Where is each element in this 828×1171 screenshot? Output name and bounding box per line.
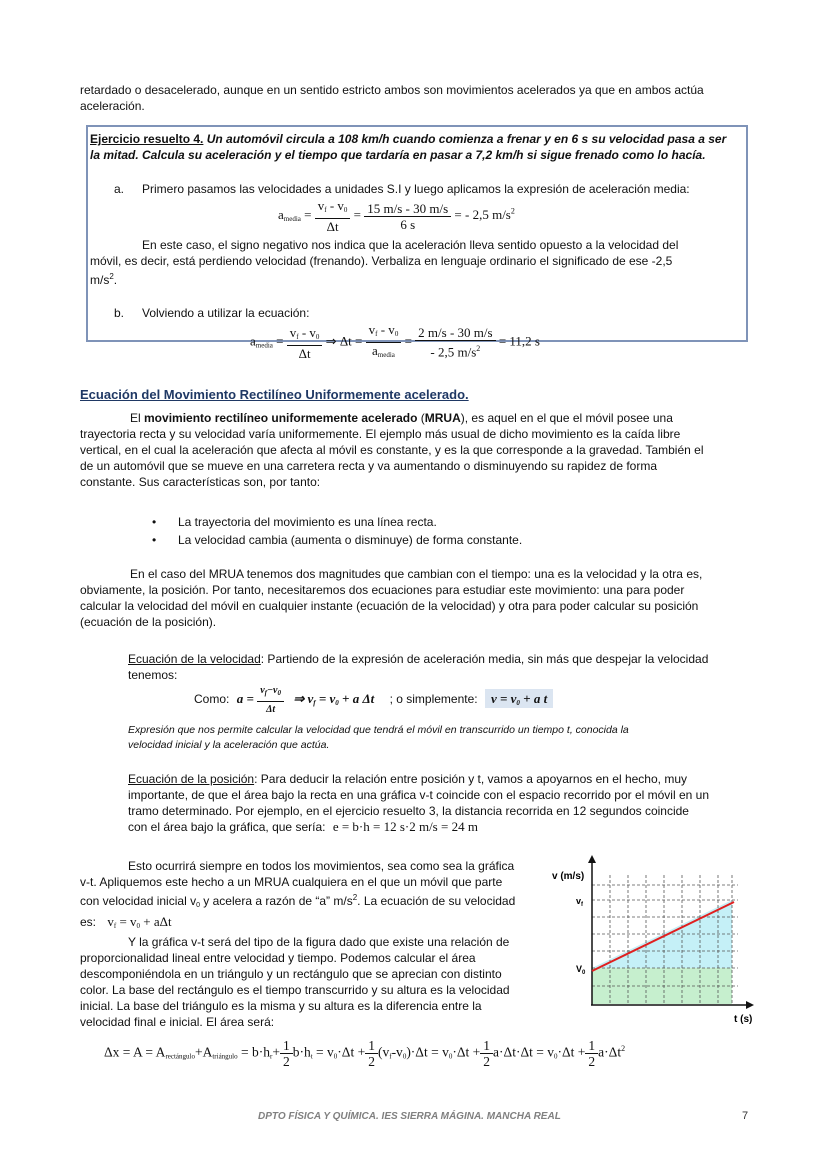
section-paragraph-1: El movimiento rectilíneo uniformemente acelerado (MRUA), es aquel en el que el móvil posee una trayectoria recta y su velocidad varía uniformemente. El ejemplo más usual de dicho movimiento es la caída libre vertical, en el cual la aceleración que afecta al móvil es constante, y es la que corresponde a la gravedad. También el de un automóvil que se mueve en una carretera recta y va aumentando o disminuyendo su rapidez de forma constante. Sus características son, por tanto: <box>80 411 704 489</box>
bullet-item-1: La trayectoria del movimiento es una línea recta. <box>178 515 437 529</box>
velocity-note: Expresión que nos permite calcular la velocidad que tendrá el móvil en transcurrido un tiempo t, conocida la velocidad inicial y la aceleración que actúa. <box>128 724 629 751</box>
step-a-explanation: En este caso, el signo negativo nos indica que la aceleración lleva sentido opuesto a la velocidad del móvil, es decir, está perdiendo velocidad (frenando). Verbaliza en lenguaje ordinario el significado de ese -2,5 $m/s^2$. <box>90 238 679 287</box>
step-a-text: Primero pasamos las velocidades a unidades S.I y luego aplicamos la expresión de aceleración media: <box>142 182 690 196</box>
velocity-equation: Como: a = $\frac{v_f-v_0}{\Delta t}$ ⇒ $v_f = v_0 + a$ Δt ; o simplemente: $v = v_0 + a$ t <box>194 683 553 717</box>
exercise-statement <box>90 131 745 163</box>
y-axis-arrow <box>588 855 596 863</box>
velocity-boxed-equation: $v = v_0 + a$ t <box>485 689 553 708</box>
intro-line-2: aceleración. <box>80 99 145 113</box>
position-heading: Ecuación de la posición <box>128 772 255 786</box>
x-axis-label: t (s) <box>734 1014 753 1025</box>
intro-line-1: retardado o desacelerado, aunque en un sentido estricto ambos son movimientos acelerados ya que en ambos actúa <box>80 83 704 97</box>
exercise-label: Ejercicio resuelto 4. <box>90 132 204 146</box>
footer-text: DPTO FÍSICA Y QUÍMICA. IES SIERRA MÁGINA. MANCHA REAL <box>258 1111 561 1122</box>
bullet-dot-1: • <box>152 515 157 529</box>
x-axis-arrow <box>746 1001 754 1009</box>
velocity-time-graph <box>548 855 758 1027</box>
intro-paragraph <box>80 82 750 114</box>
step-a-marker: a. <box>114 182 125 196</box>
section-title: Ecuación del Movimiento Rectilíneo Uniformemente acelerado. <box>80 387 469 402</box>
bullet-dot-2: • <box>152 533 157 547</box>
velocity-heading: Ecuación de la velocidad <box>128 652 261 666</box>
page-number: 7 <box>742 1110 749 1122</box>
y-axis-label: v (m/s) <box>552 871 585 882</box>
step-b-text: Volviendo a utilizar la ecuación: <box>142 306 310 320</box>
exercise-text-2: la mitad. Calcula su aceleración y el tiempo que tardaría en pasar a 7,2 km/h si sigue frenado como lo hacía. <box>90 148 706 162</box>
section-paragraph-2: En el caso del MRUA tenemos dos magnitudes que cambian con el tiempo: una es la velocidad y la otra es, obviamente, la posición. Por tanto, necesitaremos dos ecuaciones para estudiar este movimiento: una para poder calcular la velocidad del móvil en cualquier instante (ecuación de la velocidad) y otra para poder calcular su posición (ecuación de la posición). <box>80 567 703 629</box>
equation-time: $a_{media}$ = $\frac{v_f - v_0}{\Delta t}$ ⇒ Δt = $\frac{v_f - v_0}{a_{media}}$ = $\frac{2 m/s - 30 m/s}{- 2,5 m/s^2}$ = 11,2 s <box>250 322 540 361</box>
position-paragraph: Ecuación de la posición: Para deducir la relación entre posición y t, vamos a apoyarnos en el hecho, muy importante, de que el área bajo la recta en una gráfica v-t coincide con el espacio recorrido por el móvil en un tramo determinado. Por ejemplo, en el ejercicio resuelto 3, la distancia recorrida en 12 segundos coincide con el área bajo la gráfica, que sería: e = b·h = 12 s·2 m/s = 24 m <box>128 772 709 834</box>
graph-paragraph: Esto ocurrirá siempre en todos los movimientos, sea como sea la gráfica v-t. Apliquemos este hecho a un MRUA cualquiera en el que un móvil que parte con velocidad inicial $v_0$ y acelera a razón de “a” $m/s^2$. La ecuación de su velocidad es: $v_f = v_0 + a\Delta t$ Y la gráfica v-t será del tipo de la figura dado que existe una relación de proporcionalidad lineal entre velocidad y tiempo. Podemos calcular el área descomponiéndola en un triángulo y un rectángulo que se aprecian con distinto color. La base del rectángulo es el tiempo transcurrido y su altura es la velocidad inicial. La base del triángulo es la misma y su altura es la diferencia entre la velocidad final e inicial. El área será: <box>80 859 516 1029</box>
bullet-item-2: La velocidad cambia (aumenta o disminuye) de forma constante. <box>178 533 523 547</box>
final-area-equation: $\Delta x = A = A_{rectángulo}+A_{triángulo} = b\cdot h_r+$ $\frac{1}{2}$ $b\cdot h_t = v_0\cdot\Delta t$ + $\frac{1}{2}$ $(v_f-v_0)\cdot\Delta t = v_0\cdot\Delta t$ + $\frac{1}{2}$ $a\cdot\Delta t\cdot\Delta t = v_0\cdot\Delta t$ + $\frac{1}{2}$ $a\cdot\Delta t^2$ <box>104 1038 626 1069</box>
velocity-paragraph: Ecuación de la velocidad: Partiendo de la expresión de aceleración media, sin más que despejar la velocidad tenemos: <box>128 652 709 682</box>
equation-acceleration: $a_{media}$ = $\frac{v_f - v_0}{\Delta t}$ = $\frac{15 m/s - 30 m/s}{6 s}$ = - 2,5 $m/s^2$ <box>278 198 515 234</box>
step-b-marker: b. <box>114 306 125 320</box>
vf-label: $v_f$ <box>576 896 584 908</box>
v0-label: $V_0$ <box>576 964 586 976</box>
exercise-text-1: Un automóvil circula a 108 km/h cuando comienza a frenar y en 6 s su velocidad pasa a ser <box>203 132 727 146</box>
